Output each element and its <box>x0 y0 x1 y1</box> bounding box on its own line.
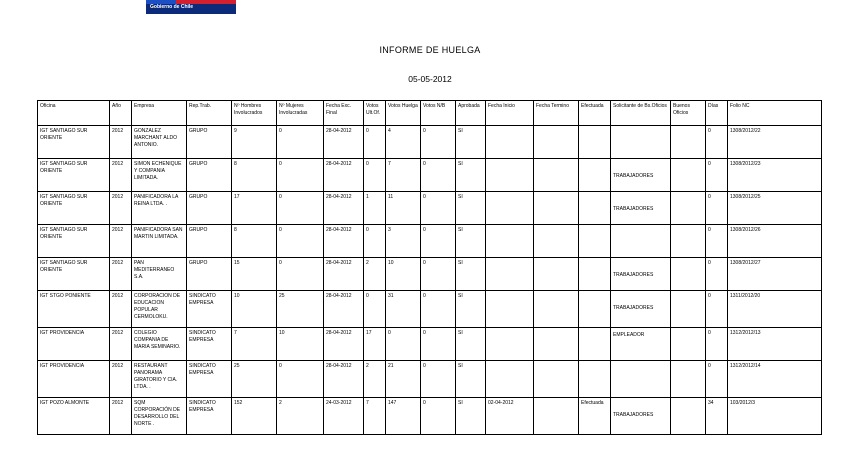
cell-votos-huelga: 0 <box>386 328 421 361</box>
col-header-empresa: Empresa <box>132 101 187 126</box>
cell-fecha-inicio <box>486 126 534 159</box>
cell-efectuada <box>579 258 611 291</box>
col-header-folio: Folio NC <box>728 101 822 126</box>
cell-solicitante <box>611 328 671 361</box>
cell-votos-nb: 0 <box>421 398 456 435</box>
cell-votos-ult: 0 <box>364 225 386 258</box>
cell-votos-ult: 2 <box>364 258 386 291</box>
cell-fecha-termino <box>534 258 579 291</box>
cell-efectuada <box>579 159 611 192</box>
cell-votos-huelga: 11 <box>386 192 421 225</box>
cell-votos-ult: 0 <box>364 291 386 328</box>
cell-fecha-termino <box>534 328 579 361</box>
cell-mujeres: 2 <box>277 398 324 435</box>
table-row <box>38 192 822 225</box>
cell-solicitante <box>611 192 671 225</box>
cell-aprobada: SI <box>456 225 486 258</box>
cell-aprobada: SI <box>456 398 486 435</box>
cell-fecha-termino <box>534 225 579 258</box>
cell-buenos-oficios <box>671 361 706 398</box>
cell-dias: 0 <box>706 291 728 328</box>
cell-empresa: RESTAURANT PANORAMA GIRATORIO Y CIA. LTDA. . <box>132 361 187 398</box>
table-row <box>38 126 822 159</box>
cell-efectuada: Efectuada <box>579 398 611 435</box>
cell-dias: 0 <box>706 159 728 192</box>
cell-fecha-exc: 28-04-2012 <box>324 225 364 258</box>
report-date: 05-05-2012 <box>408 74 452 84</box>
col-header-buenos-oficios: Buenos Oficios <box>671 101 706 126</box>
cell-rep: SINDICATO EMPRESA <box>187 291 232 328</box>
cell-hombres: 17 <box>232 192 277 225</box>
col-header-oficina: Oficina <box>38 101 110 126</box>
cell-empresa: PANIFICADORA SAN MARTIN LIMITADA. <box>132 225 187 258</box>
cell-fecha-inicio: 02-04-2012 <box>486 398 534 435</box>
cell-votos-huelga: 7 <box>386 159 421 192</box>
cell-buenos-oficios <box>671 328 706 361</box>
cell-fecha-exc: 28-04-2012 <box>324 361 364 398</box>
cell-folio: 1308/2012/22 <box>728 126 822 159</box>
cell-dias: 0 <box>706 258 728 291</box>
cell-fecha-inicio <box>486 159 534 192</box>
col-header-votos-huelga: Votos Huelga <box>386 101 421 126</box>
col-header-mujeres: Nº Mujeres Involucradas <box>277 101 324 126</box>
cell-efectuada <box>579 192 611 225</box>
solicitante-text: TRABAJADORES <box>613 173 654 179</box>
solicitante-text: TRABAJADORES <box>613 206 654 212</box>
cell-votos-ult: 7 <box>364 398 386 435</box>
cell-oficina: IGT SANTIAGO SUR ORIENTE <box>38 159 110 192</box>
cell-mujeres: 0 <box>277 192 324 225</box>
cell-oficina: IGT SANTIAGO SUR ORIENTE <box>38 192 110 225</box>
cell-efectuada <box>579 126 611 159</box>
cell-oficina: IGT SANTIAGO SUR ORIENTE <box>38 258 110 291</box>
cell-fecha-exc: 28-04-2012 <box>324 258 364 291</box>
cell-rep: GRUPO <box>187 159 232 192</box>
cell-rep: SINDICATO EMPRESA <box>187 398 232 435</box>
cell-fecha-termino <box>534 192 579 225</box>
cell-hombres: 7 <box>232 328 277 361</box>
cell-anio: 2012 <box>110 126 132 159</box>
cell-votos-huelga: 10 <box>386 258 421 291</box>
cell-votos-huelga: 4 <box>386 126 421 159</box>
cell-rep: GRUPO <box>187 225 232 258</box>
cell-fecha-exc: 28-04-2012 <box>324 159 364 192</box>
cell-oficina: IGT STGO PONIENTE <box>38 291 110 328</box>
cell-buenos-oficios <box>671 126 706 159</box>
col-header-votos-ult: Votos Ult.Of. <box>364 101 386 126</box>
cell-votos-nb: 0 <box>421 258 456 291</box>
table-row <box>38 258 822 291</box>
col-header-rep-trab: Rep.Trab. <box>187 101 232 126</box>
cell-efectuada <box>579 361 611 398</box>
cell-aprobada: SI <box>456 126 486 159</box>
cell-solicitante <box>611 291 671 328</box>
col-header-solicitante: Solicitante de Bs.Oficios <box>611 101 671 126</box>
cell-votos-ult: 0 <box>364 126 386 159</box>
cell-anio: 2012 <box>110 159 132 192</box>
cell-hombres: 8 <box>232 225 277 258</box>
cell-votos-huelga: 21 <box>386 361 421 398</box>
cell-anio: 2012 <box>110 225 132 258</box>
cell-votos-nb: 0 <box>421 291 456 328</box>
cell-votos-nb: 0 <box>421 192 456 225</box>
report-title: INFORME DE HUELGA <box>379 45 481 55</box>
cell-anio: 2012 <box>110 328 132 361</box>
cell-empresa: SIMON ECHENIQUE Y COMPANIA LIMITADA. <box>132 159 187 192</box>
cell-votos-nb: 0 <box>421 361 456 398</box>
cell-hombres: 152 <box>232 398 277 435</box>
cell-solicitante <box>611 361 671 398</box>
cell-mujeres: 10 <box>277 328 324 361</box>
table-row <box>38 225 822 258</box>
solicitante-text: TRABAJADORES <box>613 305 654 311</box>
cell-empresa: COLEGIO COMPANIA DE MARIA SEMINARIO. <box>132 328 187 361</box>
cell-buenos-oficios <box>671 398 706 435</box>
cell-folio: 1308/2012/27 <box>728 258 822 291</box>
cell-rep: SINDICATO EMPRESA <box>187 361 232 398</box>
cell-fecha-termino <box>534 398 579 435</box>
cell-votos-ult: 0 <box>364 159 386 192</box>
col-header-anio: Año <box>110 101 132 126</box>
cell-dias: 34 <box>706 398 728 435</box>
cell-votos-ult: 17 <box>364 328 386 361</box>
cell-aprobada: SI <box>456 361 486 398</box>
cell-dias: 0 <box>706 126 728 159</box>
cell-mujeres: 0 <box>277 258 324 291</box>
cell-votos-huelga: 3 <box>386 225 421 258</box>
cell-aprobada: SI <box>456 192 486 225</box>
cell-aprobada: SI <box>456 159 486 192</box>
cell-solicitante <box>611 258 671 291</box>
col-header-fecha-inicio: Fecha Inicio <box>486 101 534 126</box>
cell-rep: GRUPO <box>187 258 232 291</box>
cell-empresa: CORPORACION DE EDUCACION POPULAR CERMOLOKU. <box>132 291 187 328</box>
cell-aprobada: SI <box>456 291 486 328</box>
cell-votos-huelga: 147 <box>386 398 421 435</box>
cell-fecha-exc: 28-04-2012 <box>324 192 364 225</box>
cell-solicitante <box>611 398 671 435</box>
cell-fecha-exc: 28-04-2012 <box>324 291 364 328</box>
cell-rep: SINDICATO EMPRESA <box>187 328 232 361</box>
cell-hombres: 9 <box>232 126 277 159</box>
cell-oficina: IGT SANTIAGO SUR ORIENTE <box>38 225 110 258</box>
gobierno-de-chile-logo <box>146 0 236 14</box>
col-header-dias: Días <box>706 101 728 126</box>
cell-solicitante <box>611 126 671 159</box>
solicitante-text: TRABAJADORES <box>613 412 654 418</box>
cell-hombres: 8 <box>232 159 277 192</box>
cell-fecha-inicio <box>486 225 534 258</box>
cell-votos-nb: 0 <box>421 225 456 258</box>
cell-oficina: IGT POZO ALMONTE <box>38 398 110 435</box>
cell-anio: 2012 <box>110 192 132 225</box>
cell-solicitante <box>611 159 671 192</box>
cell-rep: GRUPO <box>187 126 232 159</box>
col-header-efectuada: Efectuada <box>579 101 611 126</box>
cell-folio: 1311/2012/20 <box>728 291 822 328</box>
cell-efectuada <box>579 225 611 258</box>
cell-folio: 1312/2012/13 <box>728 328 822 361</box>
col-header-hombres: Nº Hombres Involucrados <box>232 101 277 126</box>
cell-votos-nb: 0 <box>421 159 456 192</box>
cell-votos-nb: 0 <box>421 328 456 361</box>
table-row <box>38 328 822 361</box>
solicitante-text: TRABAJADORES <box>613 272 654 278</box>
cell-hombres: 25 <box>232 361 277 398</box>
cell-folio: 1308/2012/25 <box>728 192 822 225</box>
cell-votos-nb: 0 <box>421 126 456 159</box>
cell-folio: 1308/2012/23 <box>728 159 822 192</box>
cell-dias: 0 <box>706 328 728 361</box>
cell-fecha-termino <box>534 126 579 159</box>
strike-report-table <box>37 100 822 435</box>
table-row <box>38 398 822 435</box>
cell-fecha-inicio <box>486 328 534 361</box>
cell-fecha-exc: 28-04-2012 <box>324 126 364 159</box>
col-header-fecha-exc: Fecha Exc. Final <box>324 101 364 126</box>
cell-oficina: IGT PROVIDENCIA <box>38 361 110 398</box>
cell-oficina: IGT PROVIDENCIA <box>38 328 110 361</box>
cell-fecha-exc: 28-04-2012 <box>324 328 364 361</box>
cell-fecha-termino <box>534 291 579 328</box>
cell-empresa: PAN MEDITERRANEO S.A. <box>132 258 187 291</box>
cell-dias: 0 <box>706 361 728 398</box>
cell-mujeres: 25 <box>277 291 324 328</box>
cell-mujeres: 0 <box>277 361 324 398</box>
cell-hombres: 15 <box>232 258 277 291</box>
cell-anio: 2012 <box>110 291 132 328</box>
cell-fecha-inicio <box>486 192 534 225</box>
cell-empresa: GONZALEZ MARCHANT ALDO ANTONIO. <box>132 126 187 159</box>
cell-empresa: PANIFICADORA LA REINA LTDA. . <box>132 192 187 225</box>
cell-solicitante <box>611 225 671 258</box>
cell-anio: 2012 <box>110 398 132 435</box>
cell-votos-ult: 2 <box>364 361 386 398</box>
table-row <box>38 361 822 398</box>
cell-folio: 103/2012/3 <box>728 398 822 435</box>
cell-dias: 0 <box>706 192 728 225</box>
cell-folio: 1308/2012/26 <box>728 225 822 258</box>
cell-anio: 2012 <box>110 361 132 398</box>
cell-fecha-termino <box>534 361 579 398</box>
cell-oficina: IGT SANTIAGO SUR ORIENTE <box>38 126 110 159</box>
cell-fecha-exc: 24-03-2012 <box>324 398 364 435</box>
cell-buenos-oficios <box>671 225 706 258</box>
cell-aprobada: SI <box>456 328 486 361</box>
cell-mujeres: 0 <box>277 159 324 192</box>
cell-fecha-inicio <box>486 258 534 291</box>
cell-buenos-oficios <box>671 291 706 328</box>
cell-buenos-oficios <box>671 159 706 192</box>
cell-buenos-oficios <box>671 192 706 225</box>
cell-fecha-inicio <box>486 361 534 398</box>
cell-dias: 0 <box>706 225 728 258</box>
table-row <box>38 159 822 192</box>
cell-fecha-termino <box>534 159 579 192</box>
col-header-fecha-termino: Fecha Termino <box>534 101 579 126</box>
cell-efectuada <box>579 291 611 328</box>
cell-fecha-inicio <box>486 291 534 328</box>
cell-efectuada <box>579 328 611 361</box>
cell-votos-huelga: 31 <box>386 291 421 328</box>
col-header-aprobada: Aprobada <box>456 101 486 126</box>
logo-text: Gobierno de Chile <box>150 4 194 10</box>
cell-votos-ult: 1 <box>364 192 386 225</box>
col-header-votos-nb: Votos N/B <box>421 101 456 126</box>
cell-mujeres: 0 <box>277 126 324 159</box>
table-header-row <box>38 101 822 126</box>
cell-hombres: 10 <box>232 291 277 328</box>
cell-buenos-oficios <box>671 258 706 291</box>
cell-aprobada: SI <box>456 258 486 291</box>
solicitante-text: EMPLEADOR <box>613 332 645 338</box>
cell-rep: GRUPO <box>187 192 232 225</box>
cell-empresa: SQM CORPORACIÓN DE DESARROLLO DEL NORTE . <box>132 398 187 435</box>
cell-mujeres: 0 <box>277 225 324 258</box>
table-row <box>38 291 822 328</box>
cell-anio: 2012 <box>110 258 132 291</box>
cell-folio: 1312/2012/14 <box>728 361 822 398</box>
